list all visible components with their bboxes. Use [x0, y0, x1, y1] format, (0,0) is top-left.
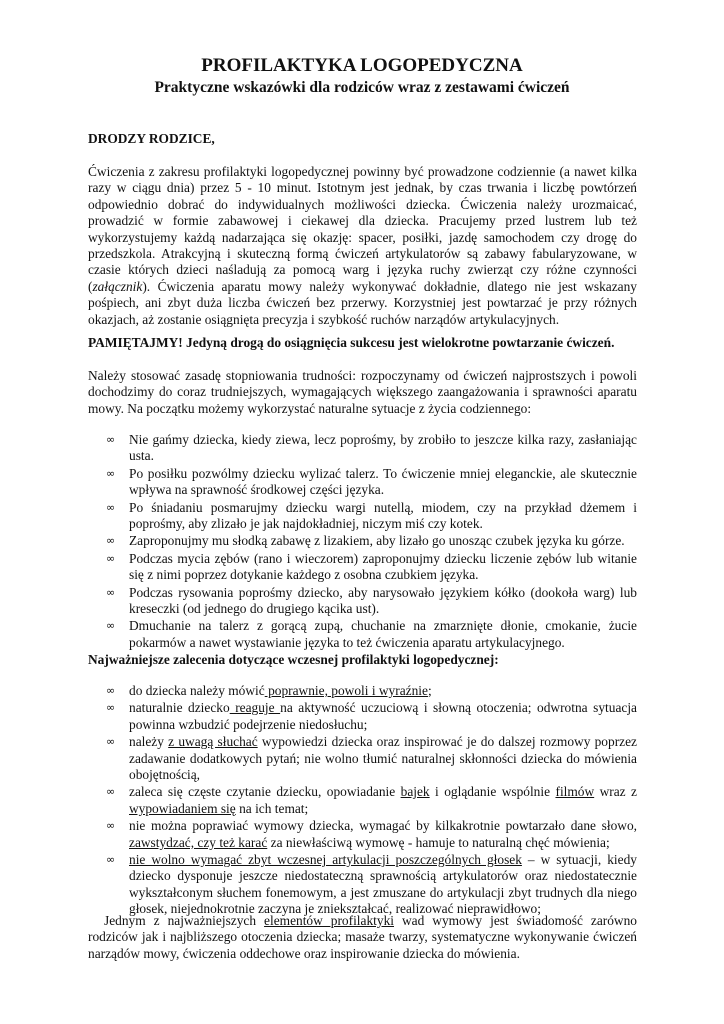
recommendations-heading: Najważniejsze zalecenia dotyczące wczesnej profilaktyki logopedycznej: — [88, 652, 499, 667]
bullet-icon: ∞ — [106, 819, 116, 833]
list-item — [106, 533, 637, 549]
closing-paragraph — [88, 913, 637, 962]
underlined-text: reaguje — [229, 700, 281, 716]
bullet-icon: ∞ — [106, 433, 116, 446]
list-item-text: do dziecka należy mówić — [129, 683, 265, 698]
list-item — [106, 585, 637, 618]
bullet-icon: ∞ — [106, 619, 116, 633]
list-item-text: i oglądanie wspólnie — [429, 784, 556, 800]
list-item-text: – w sytuacji, kiedy dziecko dysponuje jeszcze niedostateczną sprawnością artykulatorów oraz niedostatecznie wykształconym słuchem fonemowym, a jest zmuszane do artykulacji zbyt trudnych dla niego głosek, niejednokrotnie zaczyna je zniekształcać, realizować nieprawidłowo; — [129, 852, 637, 917]
list-item — [106, 618, 637, 651]
underlined-text: zawstydzać, czy też karać — [129, 834, 268, 850]
gradual-paragraph: Należy stosować zasadę stopniowania trudności: rozpoczynamy od ćwiczeń najprostszych i powoli dochodzimy do coraz trudniejszych, wymagających większego zaangażowania i sprawności aparatu mowy. Na początku możemy wykorzystać naturalne sytuacje z życia codziennego: — [88, 368, 637, 416]
list-item-text: na aktywność uczuciową i słowną otoczenia; odwrotna sytuacja powinna wzbudzić podejrzenie niedosłuchu; — [129, 700, 637, 732]
list-item-text: zaleca się częste czytanie dziecku, opowiadanie — [129, 784, 401, 800]
list-item — [106, 432, 637, 465]
bullet-icon: ∞ — [106, 701, 116, 715]
intro-text-2: ). Ćwiczenia aparatu mowy należy wykonywać dokładnie, dlatego nie jest wskazany pośpiech, ani zbyt duża liczba ćwiczeń bez przerwy. Korzystniej jest powtarzać je przy różnych okazjach, aż zostanie osiągnięta precyzja i szybkość ruchów narządów artykulacyjnych. — [88, 278, 637, 327]
closing-underlined: elementów profilaktyki — [264, 913, 394, 928]
list-item-text: Nie gańmy dziecka, kiedy ziewa, lecz poprośmy, by zrobiło to jeszcze kilka razy, zasłaniając usta. — [129, 432, 637, 464]
intro-paragraph — [88, 164, 637, 328]
greeting-heading: DRODZY RODZICE, — [88, 131, 215, 146]
bullet-icon: ∞ — [106, 466, 116, 480]
list-item — [106, 500, 637, 533]
list-item-text: należy — [129, 734, 169, 750]
list-item-text: Po posiłku pozwólmy dziecku wylizać talerz. To ćwiczenie mniej eleganckie, ale skutecznie wpływa na sprawność środkowej części języka. — [129, 465, 637, 498]
intro-italic: załącznik — [92, 278, 143, 294]
list-item — [106, 683, 637, 699]
list-item — [106, 852, 637, 918]
intro-text-1: Ćwiczenia z zakresu profilaktyki logopedycznej powinny być prowadzone codziennie (a nawet kilka razy w ciągu dnia) przez 5 - 10 minut. Istotnym jest jednak, by czas trwania i liczbę powtórzeń odpowiednio dobrać do indywidualnych możliwości dziecka. Ćwiczenia należy urozmaicać, prowadzić w formie zabawowej i ciekawej dla dziecka. Pracujemy przed lustrem lub też wykorzystujemy każdą nadarzająca się okazję: spacer, posiłki, jazdę samochodem czy drogę do przedszkola. Atrakcyjną i skuteczną formą ćwiczeń artykulatorów są zabawy fabularyzowane, w czasie których dzieci naśladują za pomocą warg i języka ruchy zwierząt czy różne czynności ( — [88, 164, 637, 294]
underlined-text: filmów — [555, 784, 595, 800]
bullet-icon: ∞ — [106, 785, 116, 799]
underlined-text: z uwagą słuchać — [168, 734, 258, 750]
bullet-icon: ∞ — [106, 735, 116, 749]
list-item-text: Podczas rysowania poprośmy dziecko, aby narysowało językiem kółko (dookoła warg) lub kreseczki (od jednego do drugiego kącika ust). — [129, 584, 637, 617]
document-title: PROFILAKTYKA LOGOPEDYCZNA — [201, 55, 523, 76]
list-item-text: Po śniadaniu posmarujmy dziecku wargi nutellą, miodem, czy na przykład dżemem i poprośmy, aby zlizało je jak najdokładniej, niczym miś czy kotek. — [129, 499, 637, 532]
underlined-text: nie wolno wymagać zbyt wczesnej artykulacji poszczególnych głosek — [129, 852, 522, 868]
list-item-text: na ich temat; — [235, 800, 309, 816]
list-item-text: za niewłaściwą wymowę - hamuje to naturalną chęć mówienia; — [267, 834, 610, 850]
list-item-text: wraz z — [594, 784, 637, 800]
bullet-icon: ∞ — [106, 853, 116, 867]
list-item — [106, 700, 637, 733]
remember-note: PAMIĘTAJMY! Jedyną drogą do osiągnięcia sukcesu jest wielokrotne powtarzanie ćwiczeń. — [88, 335, 615, 350]
list-item — [106, 734, 637, 783]
list-item-text: Zaproponujmy mu słodką zabawę z lizakiem, aby lizało go unosząc czubek języka ku górze. — [129, 533, 625, 549]
list-item-text: Dmuchanie na talerz z gorącą zupą, chuchanie na zmarznięte dłonie, cmokanie, żucie pokarmów a nawet wystawianie języka to też ćwiczenia aparatu artykulacyjnego. — [129, 618, 637, 650]
bullet-icon: ∞ — [106, 585, 116, 599]
list-item-text: wypowiedzi dziecka oraz inspirować je do dalszej rozmowy poprzez zadawanie dodatkowych pytań; nie wolno tłumić naturalnej skłonności dziecka do mówienia obojętnością, — [129, 734, 637, 783]
closing-text-b: wad wymowy jest świadomość zarówno rodziców jak i najbliższego otoczenia dziecka; masaże twarzy, systematyczne wykonywanie ćwiczeń narządów mowy, ćwiczenia oddechowe oraz inspirowanie dziecka do mówienia. — [88, 913, 637, 961]
recommendations-list — [106, 683, 637, 919]
underlined-text: poprawnie, powoli i wyraźnie — [264, 683, 428, 698]
daily-situations-list — [106, 432, 637, 652]
closing-text-a: Jednym z najważniejszych — [104, 913, 265, 928]
list-item — [106, 466, 637, 499]
list-item — [106, 551, 637, 584]
bullet-icon: ∞ — [106, 551, 116, 565]
list-item — [106, 784, 637, 817]
list-item-text: naturalnie dziecko — [129, 700, 230, 716]
bullet-icon: ∞ — [106, 684, 116, 697]
document-subtitle: Praktyczne wskazówki dla rodziców wraz z zestawami ćwiczeń — [154, 79, 570, 96]
list-item-text: nie można poprawiać wymowy dziecka, wymagać by kilkakrotnie powtarzało dane słowo, — [129, 818, 637, 834]
bullet-icon: ∞ — [106, 534, 116, 548]
bullet-icon: ∞ — [106, 500, 116, 514]
underlined-text: bajek — [400, 784, 430, 800]
list-item — [106, 818, 637, 851]
list-item-text: Podczas mycia zębów (rano i wieczorem) zaproponujmy dziecku liczenie zębów lub witanie się z nimi poprzez dotykanie każdego z osobna czubkiem języka. — [129, 550, 637, 583]
underlined-text: wypowiadaniem się — [129, 800, 236, 816]
list-item-text: ; — [427, 683, 432, 698]
